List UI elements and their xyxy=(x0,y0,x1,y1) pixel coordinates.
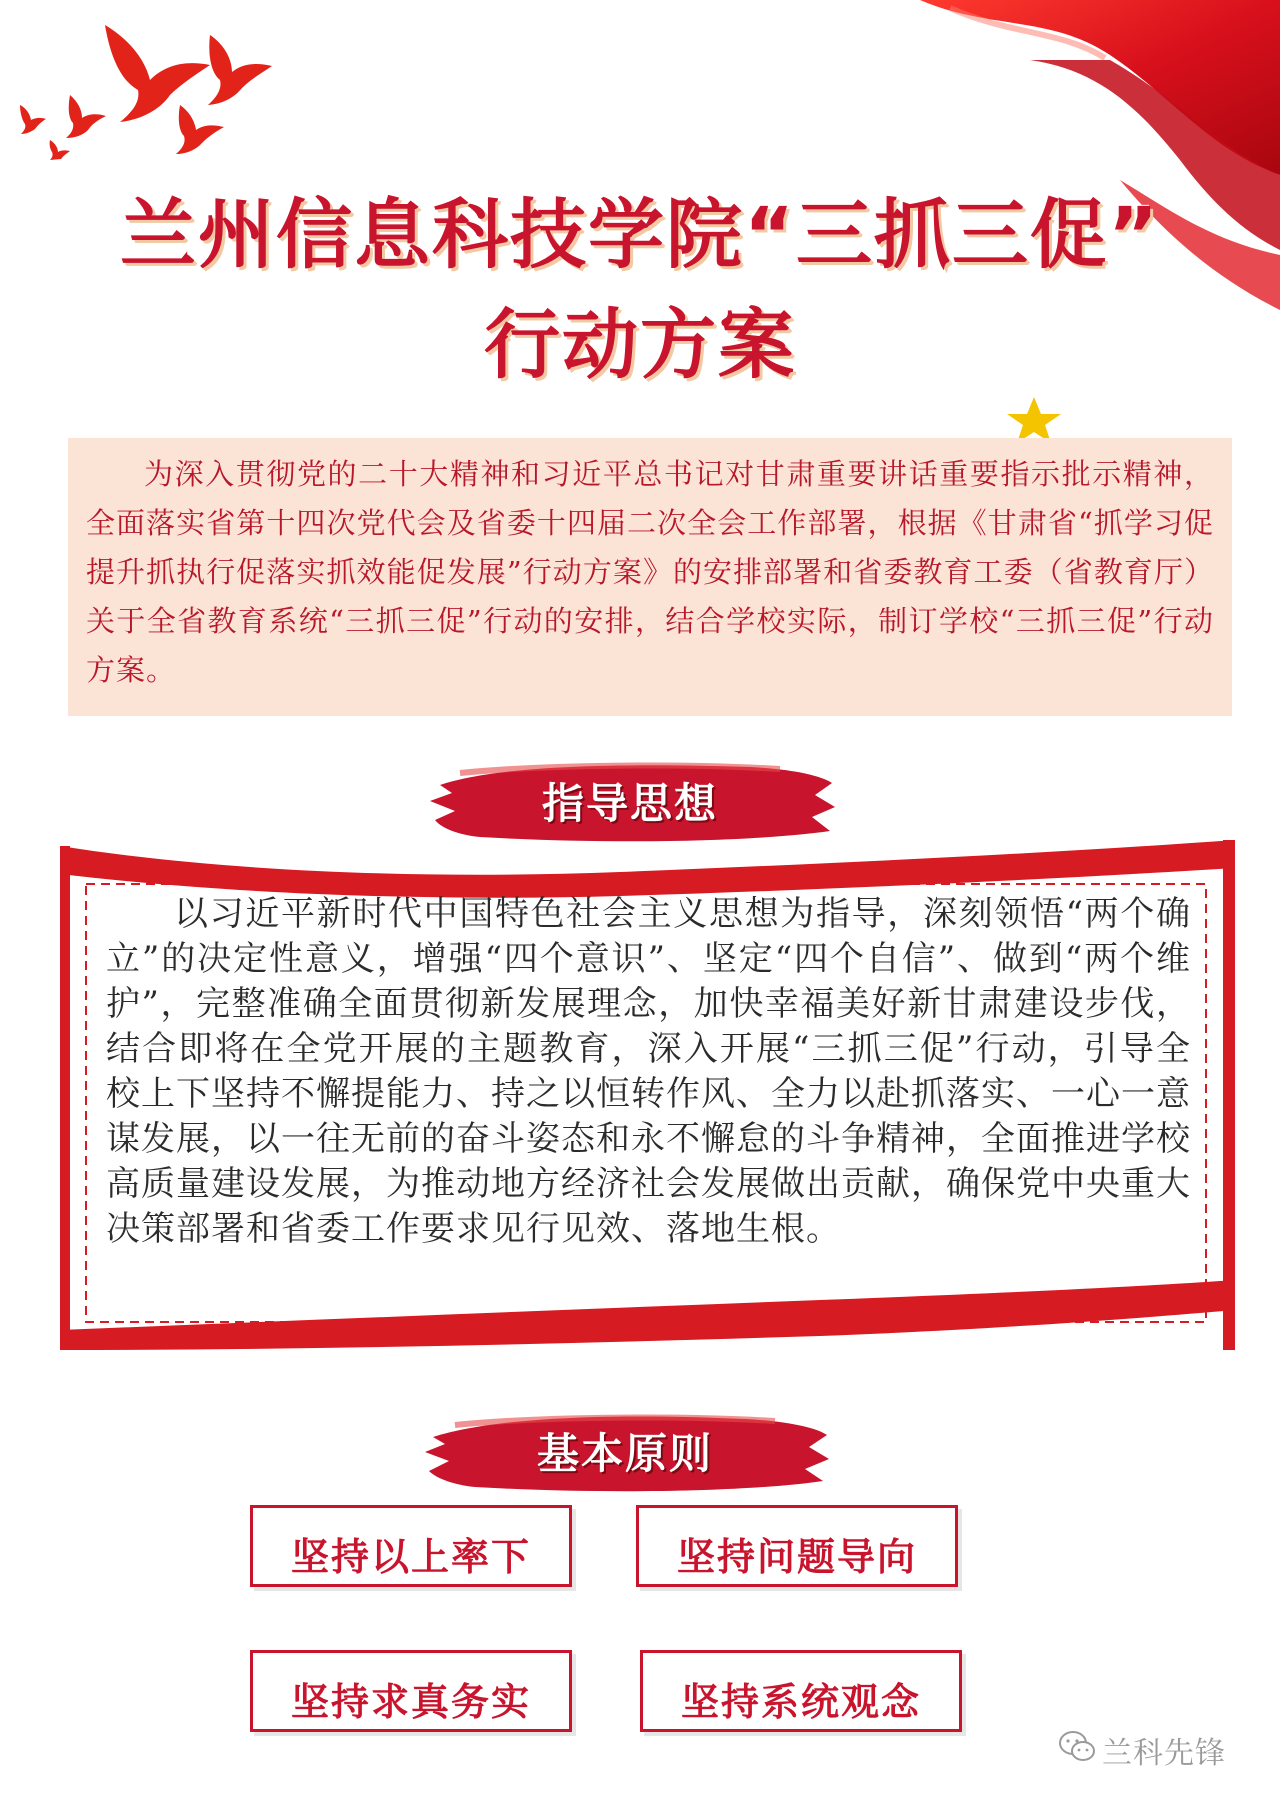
principle-problem-oriented xyxy=(636,1505,958,1587)
principle-label: 坚持问题导向 xyxy=(676,1535,917,1579)
wechat-icon xyxy=(1058,1730,1096,1764)
principle-label: 坚持以上率下 xyxy=(290,1535,531,1579)
section-title: 指导思想 xyxy=(541,779,718,828)
principle-lead-by-example xyxy=(250,1505,572,1587)
page-title-line-2: 行动方案 xyxy=(484,300,796,389)
section-header-guiding xyxy=(420,745,840,855)
intro-paragraph: 为深入贯彻党的二十大精神和习近平总书记对甘肃重要讲话重要指示批示精神，全面落实省第十四次党代会及省委十四届二次全会工作部署，根据《甘肃省“抓学习促提升抓执行促落实抓效能促发展”行动方案》的安排部署和省委教育工委（省教育厅）关于全省教育系统“三抓三促”行动的安排，结合学校实际，制订学校“三抓三促”行动方案。 xyxy=(86,457,1214,687)
principle-systems-view xyxy=(640,1650,962,1732)
watermark xyxy=(1058,1728,1258,1771)
watermark-text: 兰科先锋 xyxy=(1102,1736,1226,1771)
page-title-line-1: 兰州信息科技学院“三抓三促” xyxy=(120,190,1160,279)
guiding-paragraph: 以习近平新时代中国特色社会主义思想为指导，深刻领悟“两个确立”的决定性意义，增强“四个意识”、坚定“四个自信”、做到“两个维护”，完整准确全面贯彻新发展理念，加快幸福美好新甘肃建设步伐，结合即将在全党开展的主题教育，深入开展“三抓三促”行动，引导全校上下坚持不懈提能力、持之以恒转作风、全力以赴抓落实、一心一意谋发展，以一往无前的奋斗姿态和永不懈怠的斗争精神，全面推进学校高质量建设发展，为推动地方经济社会发展做出贡献，确保党中央重大决策部署和省委工作要求见行见效、落地生根。 xyxy=(106,894,1191,1249)
section-header-principles xyxy=(415,1395,835,1505)
doves-decoration xyxy=(10,10,310,160)
guiding-frame xyxy=(60,840,1235,1350)
principle-label: 坚持求真务实 xyxy=(290,1680,531,1724)
principle-seek-truth xyxy=(250,1650,572,1732)
principle-label: 坚持系统观念 xyxy=(680,1680,921,1724)
section-title: 基本原则 xyxy=(536,1429,713,1478)
intro-box xyxy=(68,438,1232,716)
